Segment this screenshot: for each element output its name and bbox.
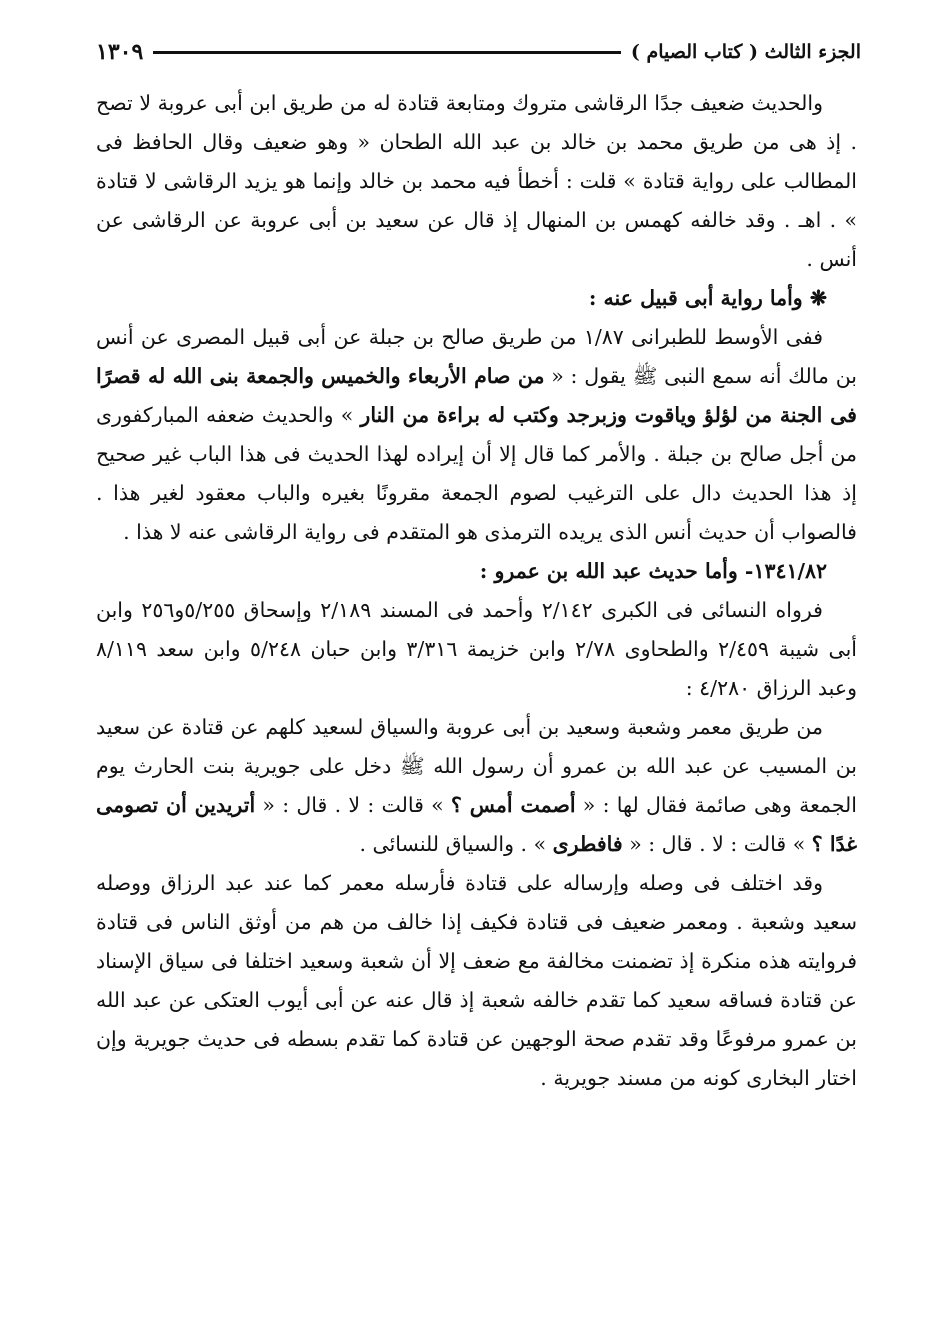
paragraph-2-text-b: » والحديث ضعفه المباركفورى من أجل صالح بن جبلة . والأمر كما قال إلا أن إيراده لهذا الحديث فى هذا الباب غير صحيح إذ هذا الحديث دال على الترغيب لصوم الجمعة مقرونًا بغيره والباب معقود لغير هذا . فالصواب أن حديث أنس الذى يريده الترمذى هو المتقدم فى رواية الرقاشى عنه لا هذا . [96,403,857,544]
paragraph-1-text: والحديث ضعيف جدًا الرقاشى متروك ومتابعة قتادة له من طريق ابن أبى عروبة لا تصح . إذ هى من طريق محمد بن خالد بن عبد الله الطحان « وهو ضعيف وقال الحافظ فى المطالب على رواية قتادة » قلت : أخطأ فيه محمد بن خالد وإنما هو يزيد الرقاشى لا قتادة » . اهـ . وقد خالفه كهمس بن المنهال إذ قال عن سعيد بن أبى عروبة عن الرقاشى عن أنس . [96,91,857,271]
paragraph-2-text-a: ففى الأوسط للطبرانى ١/٨٧ من طريق صالح بن جبلة عن أبى قبيل المصرى عن أنس بن مالك أنه سمع النبى ﷺ يقول : « [96,325,857,388]
hadith-quote-2: أتريدين أن تصومى غدًا ؟ [96,793,857,856]
paragraph-2 [96,318,857,552]
hadith-quote-3: فافطرى [552,832,623,856]
paragraph-4-text-e: » . والسياق للنسائى . [359,832,553,856]
page-header [96,34,861,70]
paragraph-3 [96,591,857,708]
header-divider [153,51,621,54]
running-title: الجزء الثالث ( كتاب الصيام ) [630,41,861,63]
paragraph-5 [96,864,857,1098]
paragraph-3-text: فرواه النسائى فى الكبرى ٢/١٤٢ وأحمد فى المسند ٢/١٨٩ وإسحاق ٥/٢٥٥و٢٥٦ وابن أبى شيبة ٢/٤٥٩ والطحاوى ٢/٧٨ وابن خزيمة ٣/٣١٦ وابن حبان ٥/٢٤٨ وابن سعد ٨/١١٩ وعبد الرزاق ٤/٢٨٠ : [96,598,857,700]
section-heading-abu-qabil [96,279,857,318]
paragraph-1 [96,84,857,279]
section-heading-abdullah-ibn-amr-text: ١٣٤١/٨٢- وأما حديث عبد الله بن عمرو : [479,559,827,583]
page-number: ١٣٠٩ [96,39,144,65]
asterism-icon: ❋ [809,286,827,310]
paragraph-4-text-c: » قالت : لا . قال : « [255,793,451,817]
paragraph-4-text-d: » قالت : لا . قال : « [622,832,812,856]
section-heading-abdullah-ibn-amr [96,552,857,591]
hadith-quote-1: أصمت أمس ؟ [451,793,576,817]
section-heading-abu-qabil-text: وأما رواية أبى قبيل عنه : [588,286,803,310]
paragraph-4 [96,708,857,864]
page-body [96,84,857,1098]
hadith-quote: من صام الأربعاء والخميس والجمعة بنى الله له قصرًا فى الجنة من لؤلؤ وياقوت وزبرجد وكتب له براءة من النار [96,364,857,427]
paragraph-5-text: وقد اختلف فى وصله وإرساله على قتادة فأرسله معمر كما عند عبد الرزاق ووصله سعيد وشعبة . ومعمر ضعيف فى قتادة فكيف إذا خالف من هم من أوثق الناس فى قتادة فروايته هذه منكرة إذ تضمنت مخالفة مع ضعف إلا أن شعبة وسعيد اختلفا فى سياق الإسناد عن قتادة فساقه سعيد كما تقدم خالفه شعبة إذ قال عنه عن أبى أيوب العتكى عن عبد الله بن عمرو مرفوعًا وقد تقدم صحة الوجهين عن قتادة كما تقدم بسطه فى حديث جويرية وإن اختار البخارى كونه من مسند جويرية . [96,871,857,1090]
paragraph-4-text-a: من طريق معمر وشعبة وسعيد بن أبى عروبة والسياق لسعيد كلهم عن قتادة عن سعيد بن المسيب عن عبد الله بن عمرو أن رسول الله ﷺ دخل على جويرية بنت الحارث يوم الجمعة وهى صائمة فقال لها : « [96,715,857,817]
